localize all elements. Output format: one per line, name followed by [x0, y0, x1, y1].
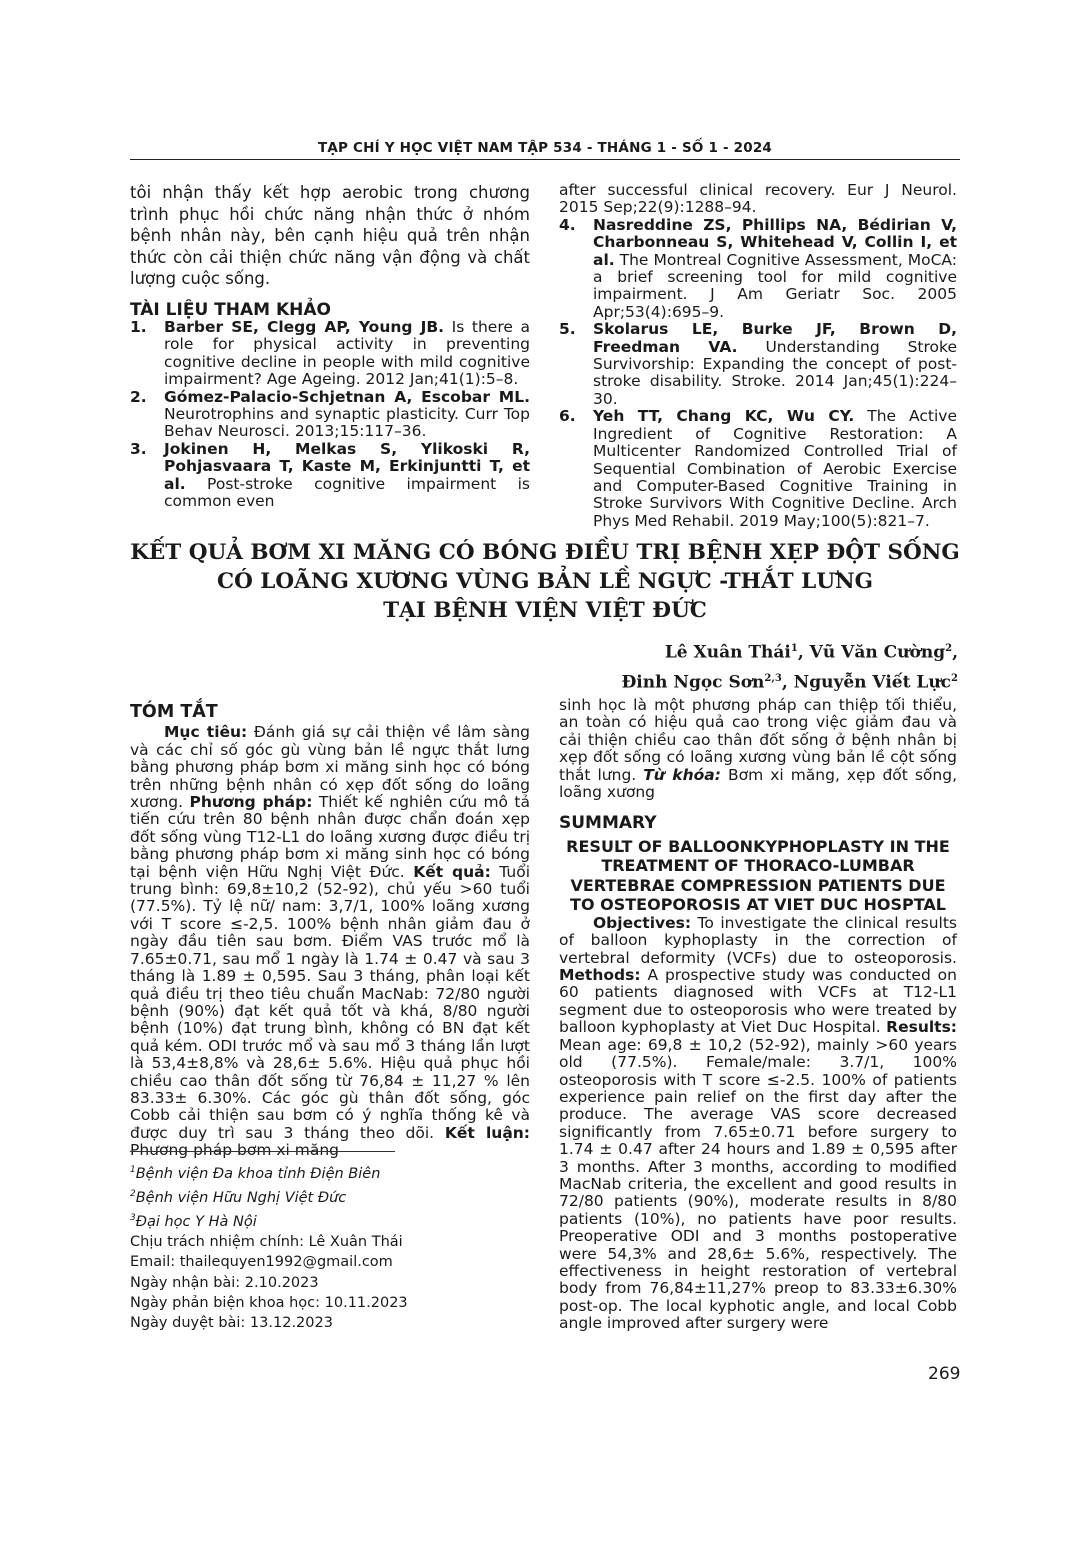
affiliation-2: Bệnh viện Hữu Nghị Việt Đức: [135, 1189, 347, 1206]
affiliation-1: Bệnh viện Đa khoa tỉnh Điện Biên: [135, 1165, 381, 1182]
reference-authors: Gómez-Palacio-Schjetnan A, Escobar ML.: [164, 387, 530, 406]
objectives-text: To investigate the clinical results of balloon kyphoplasty in the correction of vertebral deformity (VCFs) due to osteoporosis.: [559, 913, 957, 967]
summary-body: [559, 915, 957, 1333]
reference-item: [559, 408, 957, 530]
reference-details: Is there a role for physical activity in preventing cognitive decline in people with mild cognitive impairment? Age Ageing. 2012 Jan;41(1):5–8.: [164, 317, 530, 389]
reference-item: [559, 182, 957, 217]
reference-authors: Jokinen H, Melkas S, Ylikoski R, Pohjasvaara T, Kaste M, Erkinjuntti T, et al.: [164, 439, 530, 493]
methods-label: Methods:: [559, 966, 641, 985]
reference-text: [164, 319, 530, 389]
accepted-date: Ngày duyệt bài: 13.12.2023: [130, 1314, 333, 1331]
author-name: Đinh Ngọc Sơn: [621, 672, 765, 693]
reference-number: 2.: [130, 387, 147, 406]
keywords-label: Từ khóa:: [643, 765, 721, 784]
reference-item: [559, 217, 957, 321]
result-text: Tuổi trung bình: 69,8±10,2 (52-92), chủ yếu >60 tuổi (77.5%). Tỷ lệ nữ/ nam: 3,7/1, 100% loãng xương với T score ≤-2,5. 100% bệnh nhân giảm đau ở ngày đầu tiên sau bơm. Điểm VAS trước mổ là 7.65±0.71, sau mổ 1 ngày là 1.74 ± 0.47 và sau 3 tháng là 1.89 ± 0,595. Sau 3 tháng, phân loại kết quả điều trị theo tiêu chuẩn MacNab: 72/80 người bệnh (90%) đạt kết quả tốt và khá, 8/80 người bệnh (10%) đạt trung bình, không có BN đạt kết quả kém. ODI trước mổ và sau mổ 3 tháng lần lượt là 53,4±8,8% và 28,6± 5.6%. Hiệu quả phục hồi chiều cao thân đốt sống từ 76,84 ± 11,27 % lên 83.33± 6.30%. Các góc gù thân đốt sống, góc Cobb cải thiện sau bơm có ý nghĩa thống kê và được duy trì sau 3 tháng theo dõi.: [130, 862, 530, 1142]
reference-details: The Montreal Cognitive Assessment, MoCA: a brief screening tool for mild cognitive impairment. J Am Geriatr Soc. 2005 Apr;53(4):695–9.: [593, 250, 957, 321]
reference-number: 6.: [559, 407, 576, 426]
method-label: Phương pháp:: [189, 793, 313, 812]
references-title: TÀI LIỆU THAM KHẢO: [130, 299, 331, 320]
header-rule: [130, 159, 960, 160]
reference-details: after successful clinical recovery. Eur J Neurol. 2015 Sep;22(9):1288–94.: [559, 181, 957, 217]
page-number: 269: [928, 1364, 961, 1384]
author-line: [621, 666, 958, 696]
reference-authors: Yeh TT, Chang KC, Wu CY.: [593, 407, 855, 426]
article-title-line: KẾT QUẢ BƠM XI MĂNG CÓ BÓNG ĐIỀU TRỊ BỆNH XẸP ĐỘT SỐNG: [130, 540, 960, 565]
author-name: Lê Xuân Thái: [664, 642, 791, 663]
reference-text: [164, 441, 530, 511]
reference-details: Post-stroke cognitive impairment is common even: [164, 474, 530, 510]
top-left-column: [130, 182, 530, 510]
author-affiliation: 2: [945, 643, 953, 654]
reference-details: Neurotrophins and synaptic plasticity. Curr Top Behav Neurosci. 2013;15:117–36.: [164, 404, 530, 441]
reference-text: [559, 182, 957, 217]
reviewed-date: Ngày phản biện khoa học: 10.11.2023: [130, 1294, 408, 1311]
footnote-rule: [130, 1151, 395, 1152]
reference-item: [559, 321, 957, 408]
footnote-sup: 1: [130, 1165, 136, 1175]
conclusion-text-end: sinh học là một phương pháp can thiệp tối thiểu, an toàn có hiệu quả cao trong việc giảm đau và cải thiện chiều cao thân đốt sống ở bệnh nhân bị xẹp đốt sống có loãng xương vùng bản lề cột sống thắt lưng.: [559, 696, 957, 784]
author-affiliation: 2: [951, 672, 958, 684]
objective-text: Đánh giá sự cải thiện về lâm sàng và các chỉ số góc gù vùng bản lề ngực thắt lưng bằng phương pháp bơm xi măng sinh học có bóng trên những bệnh nhân có xẹp đốt sống do loãng xương.: [130, 723, 530, 812]
reference-authors: Nasreddine ZS, Phillips NA, Bédirian V, Charbonneau S, Whitehead V, Collin I, et al.: [593, 215, 957, 269]
author-name: Vũ Văn Cường: [809, 642, 946, 663]
method-text: Thiết kế nghiên cứu mô tả tiến cứu trên 80 bệnh nhân được chẩn đoán xẹp đốt sống vùng T12-L1 do loãng xương được điều trị bằng phương pháp bơm xi măng sinh học có bóng tại bệnh viện Hữu Nghị Việt Đức.: [130, 793, 530, 881]
affiliation-3: Đại học Y Hà Nội: [135, 1213, 257, 1230]
reference-authors: Barber SE, Clegg AP, Young JB.: [164, 317, 445, 336]
intro-text: tôi nhận thấy kết hợp aerobic trong chương trình phục hồi chức năng nhận thức ở nhóm bệnh nhân này, bên cạnh hiệu quả trên nhận thức còn cải thiện chức năng vận động và chất lượng cuộc sống.: [130, 183, 530, 288]
abstract-title: TÓM TẮT: [130, 702, 218, 722]
reference-text: [593, 321, 957, 408]
author-list: [621, 636, 958, 695]
reference-authors: Skolarus LE, Burke JF, Brown D, Freedman VA.: [593, 320, 957, 356]
results-label: Results:: [886, 1018, 957, 1037]
email: Email: thailequyen1992@gmail.com: [130, 1254, 393, 1271]
article-title: [130, 538, 960, 625]
conclusion-label: Kết luận:: [444, 1123, 531, 1142]
reference-number: 1.: [130, 317, 147, 336]
reference-number: 3.: [130, 439, 147, 458]
reference-text: [164, 389, 530, 441]
reference-item: [130, 389, 530, 441]
reference-number: 4.: [559, 215, 576, 234]
result-label: Kết quả:: [413, 862, 491, 881]
objective-label: Mục tiêu:: [164, 723, 248, 742]
article-title-line: TẠI BỆNH VIỆN VIỆT ĐỨC: [383, 598, 707, 623]
summary-en-title: RESULT OF BALLOONKYPHOPLASTY IN THE TREATMENT OF THORACO-LUMBAR VERTEBRAE COMPRESSION PATIENTS DUE TO OSTEOPOROSIS AT VIET DUC HOSPTAL: [566, 836, 950, 915]
references-list-right: [559, 182, 957, 530]
author-separator: ,: [781, 672, 794, 693]
author-separator: ,: [952, 642, 958, 663]
reference-details: The Active Ingredient of Cognitive Restoration: A Multicenter Randomized Controlled Trial of Sequential Combination of Aerobic Exercise and Computer-Based Cognitive Training in Stroke Survivors With Cognitive Decline. Arch Phys Med Rehabil. 2019 May;100(5):821–7.: [593, 407, 957, 530]
correspondence: Chịu trách nhiệm chính: Lê Xuân Thái: [130, 1234, 403, 1251]
author-line: [621, 636, 958, 666]
abstract-vi-continued: [559, 697, 957, 801]
reference-text: [593, 217, 957, 321]
top-right-column: [559, 182, 957, 530]
references-list-left: [130, 319, 530, 510]
objectives-label: Objectives:: [593, 913, 692, 932]
footnote-sup: 3: [130, 1213, 136, 1224]
received-date: Ngày nhận bài: 2.10.2023: [130, 1274, 319, 1291]
author-affiliation: 2,3: [764, 672, 782, 684]
methods-text: A prospective study was conducted on 60 patients diagnosed with VCFs at T12-L1 segment due to osteoporosis who were treated by balloon kyphoplasty at Viet Duc Hospital.: [559, 966, 957, 1037]
conclusion-text-start: Phương pháp bơm xi măng: [130, 1141, 340, 1160]
reference-details: Understanding Stroke Survivorship: Expanding the concept of post-stroke disability. Stroke. 2014 Jan;45(1):224–30.: [593, 337, 957, 408]
journal-header: TẠP CHÍ Y HỌC VIỆT NAM TẬP 534 - THÁNG 1 - SỐ 1 - 2024: [317, 140, 773, 156]
author-separator: ,: [797, 642, 810, 663]
reference-item: [130, 441, 530, 511]
results-text: Mean age: 69,8 ± 10,2 (52-92), mainly >60 years old (77.5%). Female/male: 3.7/1, 100% osteoporosis with T score ≤-2.5. 100% of patients experience pain relief on the first day after the produce. The average VAS score decreased significantly from 7.65±0.71 before surgery to 1.74 ± 0.47 after 24 hours and 1.89 ± 0,595 after 3 months. After 3 months, according to modified MacNab criteria, the excellent and good results in 72/80 patients (90%), moderate results in 8/80 patients (10%), no patients have poor results. Preoperative ODI and 3 months postoperative were 54,3% and 28,6± 5.6%, respectively. The effectiveness in height restoration of vertebral body from 76,84±11,27% preop to 83.33±6.30% post-op. The local kyphotic angle, and local Cobb angle improved after surgery were: [559, 1035, 957, 1333]
keywords-text: Bơm xi măng, xẹp đốt sống, loãng xương: [559, 765, 957, 802]
reference-text: [593, 408, 957, 530]
article-title-line: CÓ LOÃNG XƯƠNG VÙNG BẢN LỀ NGỰC -THẮT LƯNG: [216, 569, 873, 594]
abstract-vi-column: [130, 704, 530, 1160]
author-name: Nguyễn Viết Lực: [793, 672, 952, 693]
reference-item: [130, 319, 530, 389]
abstract-right-column: [559, 697, 957, 1333]
footnote-sup: 2: [130, 1189, 136, 1200]
footnotes: [130, 1160, 408, 1333]
abstract-vi-body: [130, 724, 530, 1159]
author-affiliation: 1: [790, 643, 798, 654]
summary-title: SUMMARY: [559, 813, 657, 834]
reference-number: 5.: [559, 320, 576, 339]
